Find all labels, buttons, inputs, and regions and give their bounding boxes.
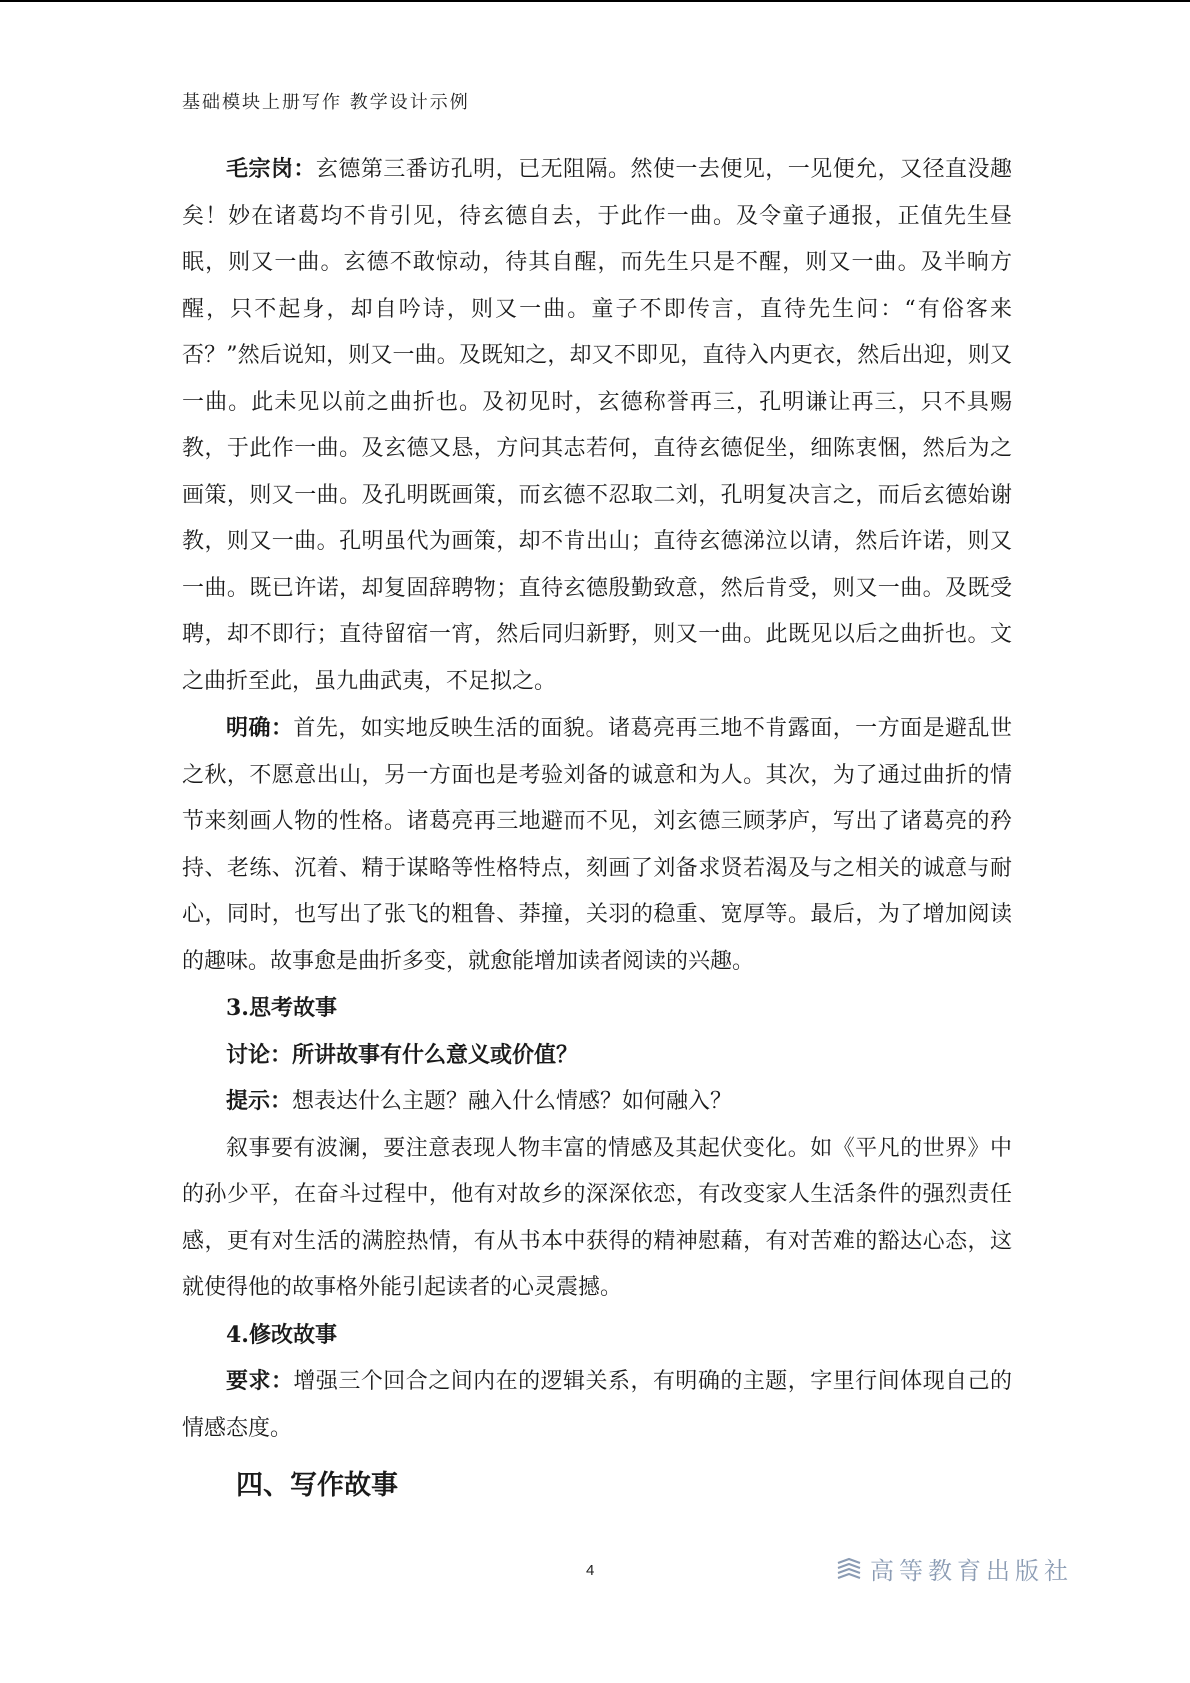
book-stack-icon (836, 1557, 862, 1581)
paragraph-narrative (182, 1126, 1012, 1312)
page-body (182, 146, 1012, 1452)
publisher-name: 高等教育出版社 (870, 1557, 1073, 1585)
paragraph-text: 想表达什么主题？融入什么情感？如何融入？ (292, 1089, 733, 1114)
paragraph-requirement (182, 1358, 1012, 1452)
paragraph-text: 首先，如实地反映生活的面貌。诸葛亮再三地不肯露面，一方面是避乱世之秋，不愿意出山，另一方面也是考验刘备的诚意和为人。其次，为了通过曲折的情节来刻画人物的性格。诸葛亮再三地避而不见，刘玄德三顾茅庐，写出了诸葛亮的矜持、老练、沉着、精于谋略等性格特点，刻画了刘备求贤若渴及与之相关的诚意与耐心，同时，也写出了张飞的粗鲁、莽撞，关羽的稳重、宽厚等。最后，为了增加阅读的趣味。故事愈是曲折多变，就愈能增加读者阅读的兴趣。 (182, 716, 1012, 974)
paragraph-text: 增强三个回合之间内在的逻辑关系，有明确的主题，字里行间体现自己的情感态度。 (182, 1369, 1012, 1441)
page-number: 4 (586, 1562, 595, 1579)
paragraph-label: 毛宗岗： (226, 156, 316, 182)
paragraph-text: 玄德第三番访孔明，已无阻隔。然使一去便见，一见便允，又径直没趣矣！妙在诸葛均不肯引见，待玄德自去，于此作一曲。及令童子通报，正值先生昼眠，则又一曲。玄德不敢惊动，待其自醒，而先生只是不醒，则又一曲。及半晌方醒，只不起身，却自吟诗，则又一曲。童子不即传言，直待先生问：“有俗客来否？”然后说知，则又一曲。及既知之，却又不即见，直待入内更衣，然后出迎，则又一曲。此未见以前之曲折也。及初见时，玄德称誉再三，孔明谦让再三，只不具赐教，于此作一曲。及玄德又恳，方问其志若何，直待玄德促坐，细陈衷悃，然后为之画策，则又一曲。及孔明既画策，而玄德不忍取二刘，孔明复决言之，而后玄德始谢教，则又一曲。孔明虽代为画策，却不肯出山；直待玄德涕泣以请，然后许诺，则又一曲。既已许诺，却复固辞聘物；直待玄德殷勤致意，然后肯受，则又一曲。及既受聘，却不即行；直待留宿一宵，然后同归新野，则又一曲。此既见以后之曲折也。文之曲折至此，虽九曲武夷，不足拟之。 (182, 157, 1012, 694)
publisher-logo (836, 1551, 1073, 1586)
paragraph-label: 要求： (226, 1368, 294, 1394)
paragraph-discussion (182, 1032, 1012, 1079)
paragraph-label: 提示： (226, 1088, 293, 1114)
section-3-heading: 3.思考故事 (226, 995, 337, 1021)
paragraph-hint (182, 1078, 1012, 1126)
paragraph-mingque (182, 705, 1012, 985)
paragraph-label: 讨论： (226, 1041, 293, 1068)
section-title: 四、写作故事 (236, 1470, 398, 1501)
running-header: 基础模块上册写作 教学设计示例 (182, 92, 470, 113)
top-rule (0, 0, 1190, 2)
section-4-heading: 4.修改故事 (226, 1321, 337, 1348)
paragraph-text: 叙事要有波澜，要注意表现人物丰富的情感及其起伏变化。如《平凡的世界》中的孙少平，在奋斗过程中，他有对故乡的深深依恋，有改变家人生活条件的强烈责任感，更有对生活的满腔热情，有从书本中获得的精神慰藉，有对苦难的豁达心态，这就使得他的故事格外能引起读者的心灵震撼。 (182, 1135, 1012, 1300)
paragraph-text: 所讲故事有什么意义或价值？ (292, 1041, 579, 1068)
paragraph-mao-zonggang (182, 146, 1012, 705)
paragraph-label: 明确： (226, 715, 294, 741)
